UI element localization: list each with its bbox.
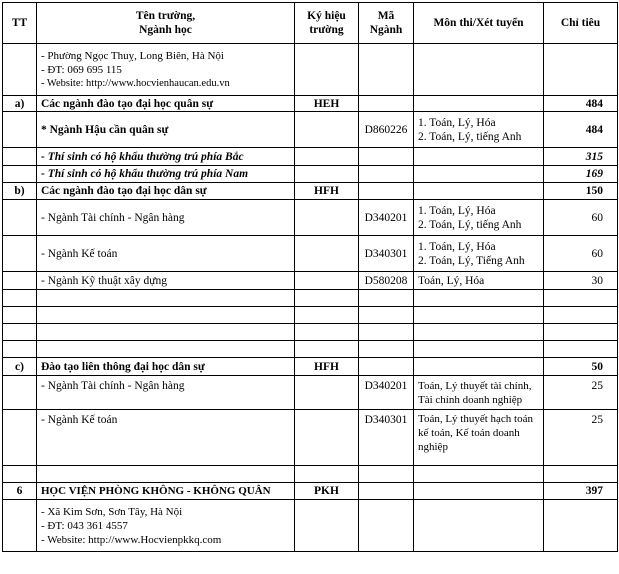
section-b-title: Các ngành đào tạo đại học dân sự: [37, 183, 295, 200]
school-6-name: HỌC VIỆN PHÒNG KHÔNG - KHÔNG QUÂN: [37, 483, 295, 500]
empty-row: [3, 341, 618, 358]
major-quota: 25: [544, 376, 618, 410]
hvhc-address: - Phường Ngọc Thuỵ, Long Biên, Hà Nội: [41, 49, 224, 62]
section-c-quota: 50: [544, 358, 618, 376]
table-row: [3, 236, 618, 272]
south-quota: 169: [544, 166, 618, 183]
subject-line: Tài chính doanh nghiệp: [418, 393, 523, 406]
major-subjects: [414, 112, 544, 148]
major-subjects: Toán, Lý, Hóa: [414, 272, 544, 290]
subject-line: 2. Toán, Lý, Tiếng Anh: [418, 254, 525, 267]
section-b-symbol: HFH: [295, 183, 359, 200]
subject-line: Toán, Lý thuyết hạch toán: [418, 413, 534, 425]
section-b-row: [3, 183, 618, 200]
major-code: D340201: [359, 200, 414, 236]
table-row: [3, 112, 618, 148]
major-name: - Ngành Kế toán: [37, 236, 295, 272]
hvhc-phone: - ĐT: 069 695 115: [41, 63, 122, 76]
subject-line: 2. Toán, Lý, tiếng Anh: [418, 218, 522, 231]
table-row: [3, 148, 618, 166]
major-name: - Ngành Kỹ thuật xây dựng: [37, 272, 295, 290]
north-label: - Thí sinh có hộ khẩu thường trú phía Bắc: [37, 148, 295, 166]
header-name-line2: Ngành học: [139, 24, 192, 36]
section-c-symbol: HFH: [295, 358, 359, 376]
section-c-row: [3, 358, 618, 376]
admission-table: [2, 2, 618, 552]
school-6-row: [3, 483, 618, 500]
major-quota: 25: [544, 410, 618, 466]
school-6-quota: 397: [544, 483, 618, 500]
school-6-address: - Xã Kim Sơn, Sơn Tây, Hà Nội: [41, 505, 183, 518]
section-c-tt: c): [3, 358, 37, 376]
section-a-quota: 484: [544, 96, 618, 112]
major-code: D340301: [359, 236, 414, 272]
header-quota: Chỉ tiêu: [544, 3, 618, 44]
major-code: D340201: [359, 376, 414, 410]
major-quota: 30: [544, 272, 618, 290]
major-code: D580208: [359, 272, 414, 290]
north-quota: 315: [544, 148, 618, 166]
subject-line: kế toán, Kế toán doanh: [418, 427, 520, 439]
header-symbol: [295, 3, 359, 44]
school-6-symbol: PKH: [295, 483, 359, 500]
subject-line: Toán, Lý thuyết tài chính,: [418, 379, 532, 392]
header-symbol-line2: trường: [309, 24, 344, 36]
header-name-line1: Tên trường,: [135, 10, 196, 22]
school-6-phone: - ĐT: 043 361 4557: [41, 519, 128, 532]
empty-row: [3, 466, 618, 483]
major-subjects: [414, 410, 544, 466]
subject-line: 1. Toán, Lý, Hóa: [418, 204, 496, 217]
subject-line: 1. Toán, Lý, Hóa: [418, 240, 496, 253]
section-a-row: [3, 96, 618, 112]
section-b-quota: 150: [544, 183, 618, 200]
major-code: D860226: [359, 112, 414, 148]
major-subjects: [414, 236, 544, 272]
section-a-tt: a): [3, 96, 37, 112]
school-6-website: - Website: http://www.Hocvienpkkq.com: [41, 533, 222, 546]
hvhc-website: - Website: http://www.hocvienhaucan.edu.vn: [41, 77, 230, 89]
south-label: - Thí sinh có hộ khẩu thường trú phía Nam: [37, 166, 295, 183]
subject-line: nghiệp: [418, 441, 448, 453]
table-row: [3, 200, 618, 236]
header-symbol-line1: Ký hiệu: [307, 10, 346, 22]
section-b-tt: b): [3, 183, 37, 200]
table-row: [3, 376, 618, 410]
empty-row: [3, 324, 618, 341]
empty-row: [3, 290, 618, 307]
school-6-tt: 6: [3, 483, 37, 500]
major-subjects: [414, 200, 544, 236]
subject-line: 1. Toán, Lý, Hóa: [418, 116, 496, 129]
table-row: [3, 166, 618, 183]
header-code-line1: Mã: [377, 10, 395, 22]
hvhc-info-cell: [37, 44, 295, 96]
major-name: - Ngành Tài chính - Ngân hàng: [37, 200, 295, 236]
major-name: - Ngành Kế toán: [37, 410, 295, 466]
header-tt: TT: [3, 3, 37, 44]
major-quota: 60: [544, 200, 618, 236]
table-row: [3, 410, 618, 466]
major-quota: 60: [544, 236, 618, 272]
major-name: * Ngành Hậu cần quân sự: [37, 112, 295, 148]
header-subjects: Môn thi/Xét tuyển: [414, 3, 544, 44]
major-quota: 484: [544, 112, 618, 148]
empty-row: [3, 307, 618, 324]
header-row: [3, 3, 618, 44]
section-a-symbol: HEH: [295, 96, 359, 112]
section-a-title: Các ngành đào tạo đại học quân sự: [37, 96, 295, 112]
table-row: [3, 272, 618, 290]
header-code: [359, 3, 414, 44]
major-name: - Ngành Tài chính - Ngân hàng: [37, 376, 295, 410]
major-subjects: [414, 376, 544, 410]
hvhc-info-row: [3, 44, 618, 96]
section-c-title: Đào tạo liên thông đại học dân sự: [37, 358, 295, 376]
major-code: D340301: [359, 410, 414, 466]
school-6-info-cell: [37, 500, 295, 552]
header-code-line2: Ngành: [369, 24, 403, 36]
header-name: [37, 3, 295, 44]
school-6-info-row: [3, 500, 618, 552]
subject-line: 2. Toán, Lý, tiếng Anh: [418, 130, 522, 143]
